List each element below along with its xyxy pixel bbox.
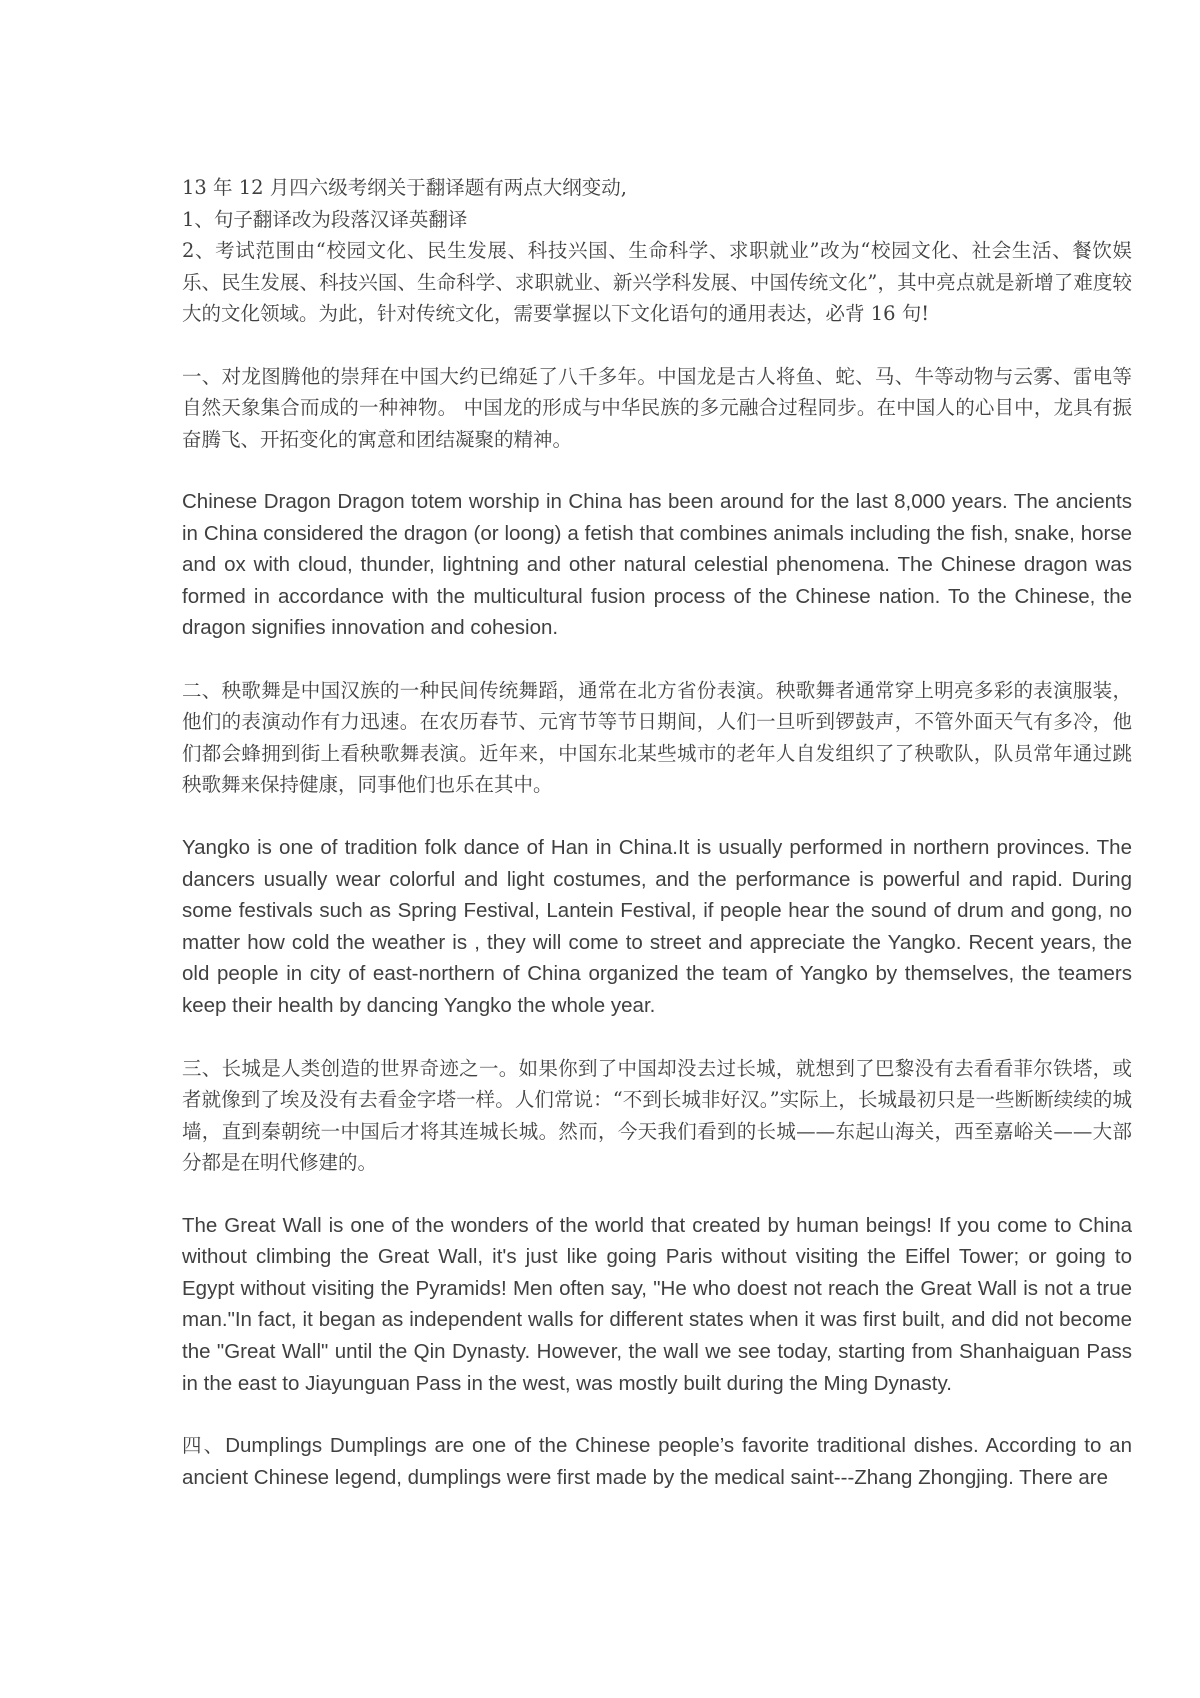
intro-line-2: 1、句子翻译改为段落汉译英翻译	[182, 207, 468, 231]
paragraph-gap	[182, 1179, 1132, 1210]
section-4-paragraph	[182, 1430, 1132, 1493]
section-4-prefix: 四、	[182, 1434, 226, 1458]
paragraph-gap	[182, 801, 1132, 832]
section-1-english: Chinese Dragon Dragon totem worship in China has been around for the last 8,000 years. The ancients in China considered the dragon (or loong) a fetish that combines animals including the fish, snake, horse and ox with cloud, thunder, lightning and other natural celestial phenomena. The Chinese dragon was formed in accordance with the multicultural fusion process of the Chinese nation. To the Chinese, the dragon signifies innovation and cohesion.	[182, 490, 1132, 640]
intro-line-3: 2、考试范围由“校园文化、民生发展、科技兴国、生命科学、求职就业”改为“校园文化、社会生活、餐饮娱乐、民生发展、科技兴国、生命科学、求职就业、新兴学科发展、中国传统文化”，其中亮点就是新增了难度较大的文化领域。为此，针对传统文化，需要掌握以下文化语句的通用表达，必背 16 句!	[182, 239, 1132, 325]
section-2-chinese: 二、秧歌舞是中国汉族的一种民间传统舞蹈，通常在北方省份表演。秧歌舞者通常穿上明亮多彩的表演服装，他们的表演动作有力迅速。在农历春节、元宵节等节日期间，人们一旦听到锣鼓声，不管外面天气有多冷，他们都会蜂拥到街上看秧歌舞表演。近年来，中国东北某些城市的老年人自发组织了了秧歌队，队员常年通过跳秧歌舞来保持健康，同事他们也乐在其中。	[182, 678, 1132, 797]
document-page	[182, 172, 1132, 1493]
paragraph-gap	[182, 644, 1132, 675]
intro-line-1: 13 年 12 月四六级考纲关于翻译题有两点大纲变动,	[182, 176, 627, 199]
section-2-english: Yangko is one of tradition folk dance of Han in China.It is usually performed in northern provinces. The dancers usually wear colorful and light costumes, and the performance is powerful and rapid. During some festivals such as Spring Festival, Lantein Festival, if people hear the sound of drum and gong, no matter how cold the weather is , they will come to street and appreciate the Yangko. Recent years, the old people in city of east-northern of China organized the team of Yangko by themselves, the teamers keep their health by dancing Yangko the whole year.	[182, 835, 1132, 1017]
paragraph-gap	[182, 1022, 1132, 1053]
section-3-english: The Great Wall is one of the wonders of the world that created by human beings! If you come to China without climbing the Great Wall, it's just like going Paris without visiting the Eiffel Tower; or going to Egypt without visiting the Pyramids! Men often say, "He who doest not reach the Great Wall is not a true man."In fact, it began as independent walls for different states when it was first built, and did not become the "Great Wall" until the Qin Dynasty. However, the wall we see today, starting from Shanhaiguan Pass in the east to Jiayunguan Pass in the west, was mostly built during the Ming Dynasty.	[182, 1213, 1132, 1395]
section-3-chinese: 三、长城是人类创造的世界奇迹之一。如果你到了中国却没去过长城，就想到了巴黎没有去看看菲尔铁塔，或者就像到了埃及没有去看金字塔一样。人们常说：“不到长城非好汉。”实际上，长城最初只是一些断断续续的城墙，直到秦朝统一中国后才将其连城长城。然而，今天我们看到的长城——东起山海关，西至嘉峪关——大部分都是在明代修建的。	[182, 1056, 1132, 1175]
paragraph-gap	[182, 1399, 1132, 1430]
section-1-chinese: 一、对龙图腾他的崇拜在中国大约已绵延了八千多年。中国龙是古人将鱼、蛇、马、牛等动物与云雾、雷电等自然天象集合而成的一种神物。 中国龙的形成与中华民族的多元融合过程同步。在中国人的心目中，龙具有振奋腾飞、开拓变化的寓意和团结凝聚的精神。	[182, 364, 1132, 451]
paragraph-gap	[182, 330, 1132, 361]
section-4-text: Dumplings Dumplings are one of the Chinese people’s favorite traditional dishes. According to an ancient Chinese legend, dumplings were first made by the medical saint---Zhang Zhongjing. There are	[182, 1434, 1132, 1489]
paragraph-gap	[182, 455, 1132, 486]
